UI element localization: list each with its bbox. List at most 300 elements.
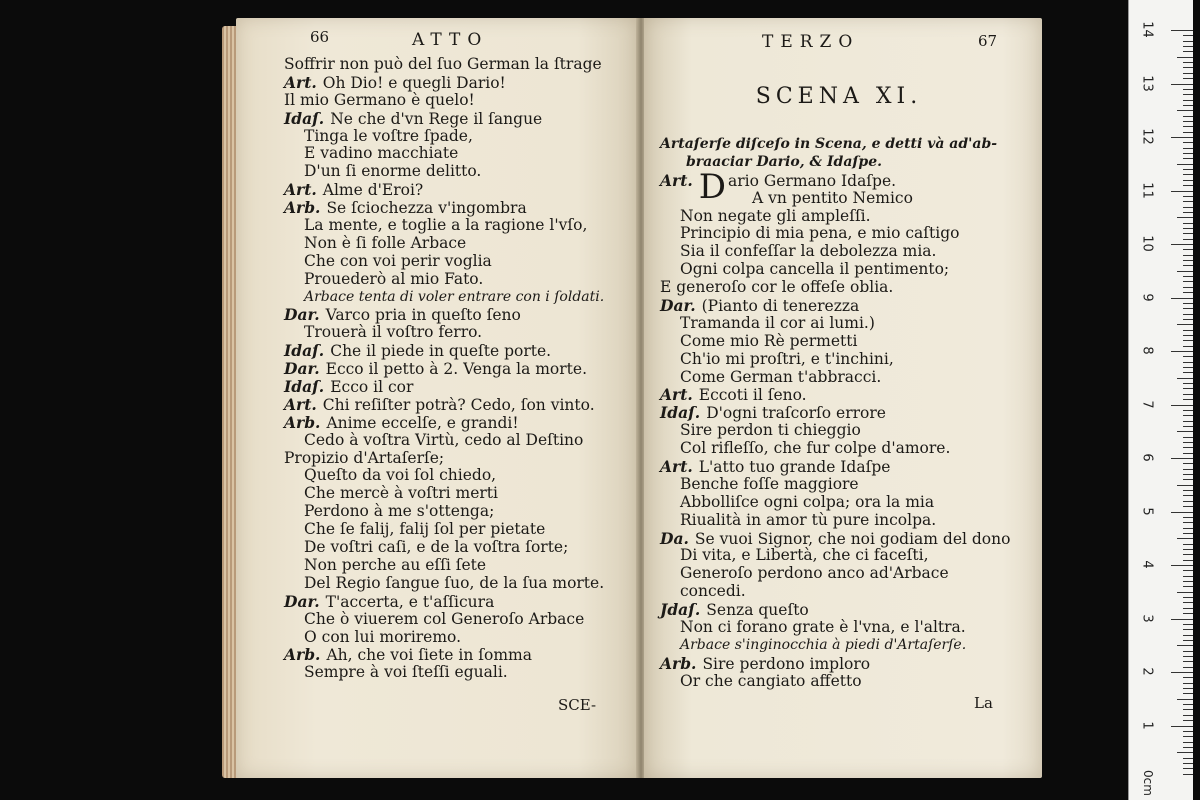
verse-text: Or che cangiato affetto [680, 671, 862, 690]
ruler-tick [1183, 442, 1193, 443]
ruler-number: 14 [1139, 21, 1155, 38]
ruler-tick [1183, 667, 1193, 668]
ruler-tick [1183, 394, 1193, 395]
ruler-tick [1183, 388, 1193, 389]
verse-text: Oh Dio! e quegli Dario! [322, 73, 506, 92]
verse-text: Chi reſiſter potrà? Cedo, ſon vinto. [322, 395, 595, 414]
verse-line [660, 243, 1030, 261]
ruler-tick [1183, 602, 1193, 603]
ruler-tick [1183, 228, 1193, 229]
ruler-tick [1171, 512, 1193, 513]
ruler-tick [1177, 645, 1193, 646]
ruler-tick [1183, 180, 1193, 181]
ruler-tick [1183, 661, 1193, 662]
ruler-tick [1171, 30, 1193, 31]
ruler-number: 6 [1139, 453, 1155, 462]
verse-line [284, 467, 629, 485]
left-page-text [284, 56, 629, 682]
verse-line [284, 503, 629, 521]
ruler-tick [1183, 249, 1193, 250]
ruler-tick [1183, 148, 1193, 149]
ruler-tick [1183, 544, 1193, 545]
verse-line [660, 494, 1030, 512]
ruler-tick [1183, 715, 1193, 716]
speaker-label: Art. [660, 385, 693, 405]
ruler-tick [1183, 46, 1193, 47]
ruler-tick [1177, 699, 1193, 700]
verse-line [284, 414, 629, 432]
ruler-tick [1183, 67, 1193, 68]
verse-text: Sempre à voi ſteſſi eguali. [304, 663, 508, 682]
verse-line [660, 351, 1030, 369]
ruler-tick [1183, 490, 1193, 491]
ruler-tick [1183, 233, 1193, 234]
ruler-tick [1183, 533, 1193, 534]
right-verse-lines [660, 208, 1030, 691]
ruler-tick [1183, 453, 1193, 454]
ruler-tick [1183, 463, 1193, 464]
ruler-tick [1183, 239, 1193, 240]
ruler-number: 8 [1139, 346, 1155, 355]
verse-line [660, 530, 1030, 548]
ruler-tick [1177, 378, 1193, 379]
verse-text: Non negate gli ampleſſi. [680, 206, 871, 225]
ruler-number: 1 [1139, 720, 1155, 730]
verse-text: Principio di mia pena, e mio caſtigo [680, 224, 960, 243]
verse-text: L'atto tuo grande Idaſpe [698, 458, 891, 477]
ruler-tick [1171, 565, 1193, 566]
verse-text: De voſtri caſi, e de la voſtra ſorte; [304, 538, 569, 557]
ruler-tick [1183, 624, 1193, 625]
ruler-tick [1183, 100, 1193, 101]
verse-text: Se vuoi Signor, che noi godiam del dono [694, 529, 1011, 548]
ruler-tick [1183, 560, 1193, 561]
ruler-tick [1183, 758, 1193, 759]
ruler-number: 7 [1139, 399, 1155, 409]
ruler-tick [1183, 330, 1193, 331]
ruler-tick [1171, 84, 1193, 85]
verse-line [660, 422, 1030, 440]
ruler-tick [1177, 324, 1193, 325]
ruler-tick [1183, 260, 1193, 261]
ruler-tick [1183, 94, 1193, 95]
verse-line [284, 271, 629, 289]
verse-text: Non è ſi folle Arbace [304, 233, 467, 252]
ruler-tick [1183, 319, 1193, 320]
ruler-tick [1183, 731, 1193, 732]
verse-line [284, 664, 629, 682]
ruler-tick [1183, 479, 1193, 480]
verse-text: Che ò viuerem col Generoſo Arbace [304, 609, 585, 628]
ruler-number: 13 [1139, 74, 1155, 92]
speaker-label: Idaſ. [660, 403, 701, 423]
verse-text: Prouederò al mio Fato. [304, 269, 484, 288]
ruler-tick [1177, 110, 1193, 111]
ruler-unit-label: 0cm [1140, 770, 1155, 796]
ruler-tick [1183, 774, 1193, 775]
verse-line [284, 629, 629, 647]
right-page-text [660, 136, 1030, 691]
verse-text: Col rifleſſo, che fur colpe d'amore. [680, 439, 951, 458]
verse-text: Anime eccelſe, e grandi! [326, 413, 519, 432]
verse-text: Soffrir non può del ſuo German la ſtrage [284, 55, 602, 73]
speaker-label: Dar. [284, 359, 320, 379]
verse-text: Ne che d'vn Rege il ſangue [330, 109, 543, 128]
speaker-label: Dar. [284, 305, 320, 325]
verse-text: Del Regio ſangue ſuo, de la ſua morte. [304, 573, 605, 592]
ruler-tick [1183, 410, 1193, 411]
ruler-tick [1183, 768, 1193, 769]
ruler-tick [1183, 169, 1193, 170]
ruler-tick [1183, 158, 1193, 159]
ruler-tick [1183, 340, 1193, 341]
ruler-tick [1183, 314, 1193, 315]
verse-text: Ogni colpa cancella il pentimento; [680, 260, 950, 279]
ruler-tick [1183, 709, 1193, 710]
ruler-tick [1171, 298, 1193, 299]
verse-line [660, 547, 1030, 565]
verse-text: T'accerta, e t'aſſicura [325, 592, 495, 611]
speaker-label: Da. [660, 528, 689, 548]
speaker-label: Jdaſ. [660, 600, 701, 620]
running-head-right: TERZO [762, 32, 860, 52]
catchword-left: SCE- [558, 696, 597, 714]
verse-text: Che ſe falij, falij ſol per pietate [304, 520, 546, 539]
verse-line [284, 450, 629, 468]
ruler-tick [1183, 586, 1193, 587]
verse-line [284, 145, 629, 163]
verse-line [284, 485, 629, 503]
verse-text: Abbolliſce ogni colpa; ora la mia [680, 492, 935, 511]
verse-text: (Pianto di tenerezza [701, 297, 860, 316]
verse-line [284, 521, 629, 539]
verse-text: Ah, che voi ſiete in ſomma [326, 646, 532, 665]
verse-line [284, 575, 629, 593]
speaker-label: Idaſ. [284, 108, 325, 128]
verse-text: E generoſo cor le offeſe oblia. [660, 278, 894, 297]
catchword-right: La [974, 694, 993, 712]
ruler-tick [1183, 287, 1193, 288]
verse-line [660, 565, 1030, 583]
ruler-tick [1171, 726, 1193, 727]
ruler-tick [1183, 613, 1193, 614]
ruler-tick [1183, 185, 1193, 186]
verse-line [660, 261, 1030, 279]
ruler-tick [1183, 121, 1193, 122]
verse-text: Ecco il petto à 2. Venga la morte. [325, 360, 588, 379]
ruler-tick [1183, 415, 1193, 416]
speaker-label: Idaſ. [284, 377, 325, 397]
ruler-tick [1177, 592, 1193, 593]
ruler-tick [1177, 752, 1193, 753]
verse-line [660, 225, 1030, 243]
speaker-label: Arb. [284, 198, 321, 218]
ruler-tick [1183, 576, 1193, 577]
ruler-tick [1183, 89, 1193, 90]
verse-line [284, 217, 629, 235]
verse-line [660, 476, 1030, 494]
verse-line [660, 333, 1030, 351]
ruler-tick [1177, 485, 1193, 486]
verse-line [284, 557, 629, 575]
verse-text: Arbace s'inginocchia à piedi d'Artaſerſe. [680, 636, 967, 653]
ruler-tick [1183, 308, 1193, 309]
verse-line [660, 315, 1030, 333]
speaker-label: Art. [660, 170, 693, 190]
verse-line [284, 324, 629, 342]
verse-line [284, 360, 629, 378]
ruler-number: 10 [1139, 235, 1155, 252]
verse-text: Che il piede in queſte porte. [330, 342, 552, 361]
verse-text: Benche foſſe maggiore [680, 474, 859, 493]
verse-line [660, 386, 1030, 404]
verse-text: O con lui moriremo. [304, 627, 462, 646]
verse-text: Non ci forano grate è l'vna, e l'altra. [680, 618, 966, 637]
ruler-tick [1183, 62, 1193, 63]
verse-line [660, 655, 1030, 673]
ruler-tick [1183, 292, 1193, 293]
ruler-tick [1183, 132, 1193, 133]
ruler-tick [1171, 191, 1193, 192]
verse-line [284, 378, 629, 396]
speaker-label: Arb. [284, 645, 321, 665]
verse-line [284, 181, 629, 199]
ruler-tick [1183, 255, 1193, 256]
ruler-tick [1183, 126, 1193, 127]
verse-line [284, 646, 629, 664]
verse-text: Che con voi perir voglia [304, 251, 492, 270]
verse-text: Propizio d'Artaſerſe; [284, 448, 445, 467]
running-head-left: ATTO [412, 30, 489, 50]
speaker-label: Arb. [284, 412, 321, 432]
ruler-tick [1171, 351, 1193, 352]
open-book [222, 18, 1042, 786]
ruler-tick [1183, 736, 1193, 737]
speaker-label: Art. [284, 72, 317, 92]
drop-cap: D [698, 166, 727, 207]
verse-line [284, 432, 629, 450]
ruler-tick [1183, 399, 1193, 400]
verse-line [284, 253, 629, 271]
ruler-tick [1183, 474, 1193, 475]
ruler-tick [1183, 51, 1193, 52]
ruler-tick [1183, 426, 1193, 427]
ruler-tick [1183, 656, 1193, 657]
verse-text: Queſto da voi ſol chiedo, [304, 466, 497, 485]
speaker-label: Arb. [660, 653, 697, 673]
ruler-tick [1183, 683, 1193, 684]
ruler-tick [1183, 742, 1193, 743]
verse-line [284, 235, 629, 253]
ruler-tick [1183, 223, 1193, 224]
ruler-tick [1183, 747, 1193, 748]
verse-text: Tinga le voſtre ſpade, [304, 126, 473, 145]
ruler-tick [1183, 421, 1193, 422]
verse-text: Generoſo perdono anco ad'Arbace [680, 564, 949, 583]
ruler-tick [1183, 174, 1193, 175]
ruler-number: 12 [1139, 128, 1155, 145]
ruler-tick [1183, 720, 1193, 721]
verse-line [284, 163, 629, 181]
verse-text: Riualità in amor tù pure incolpa. [680, 510, 937, 529]
ruler-tick [1183, 688, 1193, 689]
ruler-tick [1171, 244, 1193, 245]
ruler-tick [1183, 517, 1193, 518]
stage-direction-line: Artaſerſe diſceſo in Scena, e detti và ad'ab- [660, 136, 998, 152]
ruler-tick [1183, 41, 1193, 42]
verse-line [660, 619, 1030, 637]
speaker-label: Dar. [284, 591, 320, 611]
ruler-tick [1183, 704, 1193, 705]
ruler-tick [1183, 501, 1193, 502]
ruler-tick [1177, 538, 1193, 539]
ruler-tick [1183, 276, 1193, 277]
verse-line [660, 208, 1030, 226]
ruler-tick [1183, 35, 1193, 36]
verse-line [284, 56, 629, 74]
ruler-tick [1183, 212, 1193, 213]
verse-line [284, 342, 629, 360]
verse-text: Non perche au eſſi ſete [304, 555, 487, 574]
ruler-tick [1177, 431, 1193, 432]
stage-direction-line [660, 637, 1030, 655]
ruler-tick [1183, 265, 1193, 266]
ruler-tick [1183, 651, 1193, 652]
ruler-tick [1183, 78, 1193, 79]
ruler-tick [1183, 693, 1193, 694]
verse-line [284, 611, 629, 629]
verse-line [284, 539, 629, 557]
speaker-label: Dar. [660, 296, 696, 316]
verse-text: Come German t'abbracci. [680, 367, 882, 386]
ruler-tick [1183, 303, 1193, 304]
verse-text: Eccoti il ſeno. [698, 386, 807, 405]
ruler-tick [1183, 367, 1193, 368]
verse-text: Sia il confeſſar la debolezza mia. [680, 242, 937, 261]
ruler-tick [1171, 405, 1193, 406]
ruler-tick [1183, 597, 1193, 598]
ruler-tick [1177, 217, 1193, 218]
verse-text: Il mio Germano è quelo! [284, 90, 475, 109]
ruler-tick [1183, 196, 1193, 197]
verse-line [660, 512, 1030, 530]
ruler-number: 2 [1139, 667, 1155, 676]
verse-line [660, 601, 1030, 619]
ruler-tick [1183, 142, 1193, 143]
verse-line [660, 297, 1030, 315]
ruler-tick [1183, 629, 1193, 630]
ruler-tick [1183, 522, 1193, 523]
verse-text: Sire perdono imploro [702, 654, 871, 673]
ruler-tick [1183, 116, 1193, 117]
ruler-tick [1177, 57, 1193, 58]
verse-line: A vn pentito Nemico [752, 188, 913, 207]
verse-text: D'ogni traſcorſo errore [706, 404, 886, 423]
ruler-number: 5 [1139, 506, 1155, 516]
ruler-tick [1183, 640, 1193, 641]
verse-text: Cedo à voſtra Virtù, cedo al Deſtino [304, 430, 584, 449]
page-number-right: 67 [978, 32, 998, 50]
ruler-tick [1183, 207, 1193, 208]
ruler-tick [1177, 271, 1193, 272]
verse-text: Ch'io mi proſtri, e t'inchini, [680, 349, 894, 368]
verse-line [284, 396, 629, 414]
verse-line [660, 369, 1030, 387]
left-page [236, 18, 638, 778]
ruler-tick [1183, 362, 1193, 363]
verse-text: concedi. [680, 582, 746, 601]
ruler-tick [1183, 506, 1193, 507]
ruler-tick [1183, 356, 1193, 357]
scene-title: SCENA XI. [755, 84, 923, 109]
ruler-tick [1171, 458, 1193, 459]
speaker-label: Art. [284, 180, 317, 200]
verse-line [284, 110, 629, 128]
ruler-number: 4 [1139, 560, 1155, 569]
verse-line [660, 404, 1030, 422]
ruler-tick [1183, 383, 1193, 384]
ruler-tick [1171, 619, 1193, 620]
ruler-tick [1183, 153, 1193, 154]
verse-line [284, 593, 629, 611]
verse-text: E vadino macchiate [304, 144, 459, 163]
ruler-tick [1183, 677, 1193, 678]
verse-line [660, 440, 1030, 458]
verse-line [660, 279, 1030, 297]
page-number-left: 66 [310, 28, 330, 46]
measurement-ruler [1128, 0, 1193, 800]
verse-line [660, 458, 1030, 476]
stage-direction-line [284, 289, 629, 307]
ruler-tick [1183, 581, 1193, 582]
ruler-tick [1183, 495, 1193, 496]
ruler-tick [1183, 73, 1193, 74]
verse-text: Che mercè à voſtri merti [304, 484, 498, 503]
ruler-tick [1183, 437, 1193, 438]
verse-text: Tramanda il cor ai lumi.) [680, 313, 875, 332]
speaker-label: Idaſ. [284, 341, 325, 361]
verse-text: ario Germano Idaſpe. [728, 171, 897, 190]
verse-text: D'un ſi enorme delitto. [304, 162, 482, 181]
ruler-tick [1171, 672, 1193, 673]
verse-line [284, 92, 629, 110]
verse-text: Ecco il cor [330, 378, 414, 397]
verse-line [284, 306, 629, 324]
right-page [644, 18, 1042, 778]
ruler-tick [1183, 469, 1193, 470]
ruler-tick [1183, 635, 1193, 636]
ruler-tick [1183, 201, 1193, 202]
verse-text: Trouerà il voſtro ferro. [304, 323, 483, 342]
ruler-tick [1171, 137, 1193, 138]
ruler-tick [1183, 372, 1193, 373]
ruler-number: 3 [1139, 613, 1155, 623]
verse-line [660, 583, 1030, 601]
verse-text: Senza queſto [706, 601, 809, 620]
verse-line [660, 673, 1030, 691]
speaker-label: Art. [284, 394, 317, 414]
verse-line [284, 128, 629, 146]
ruler-tick [1177, 164, 1193, 165]
ruler-tick [1183, 763, 1193, 764]
ruler-tick [1183, 335, 1193, 336]
ruler-tick [1183, 570, 1193, 571]
ruler-tick [1183, 281, 1193, 282]
ruler-number: 9 [1139, 292, 1155, 302]
verse-text: La mente, e toglie a la ragione l'vſo, [304, 216, 588, 235]
verse-text: Varco pria in queſto ſeno [325, 306, 521, 325]
ruler-tick [1183, 346, 1193, 347]
